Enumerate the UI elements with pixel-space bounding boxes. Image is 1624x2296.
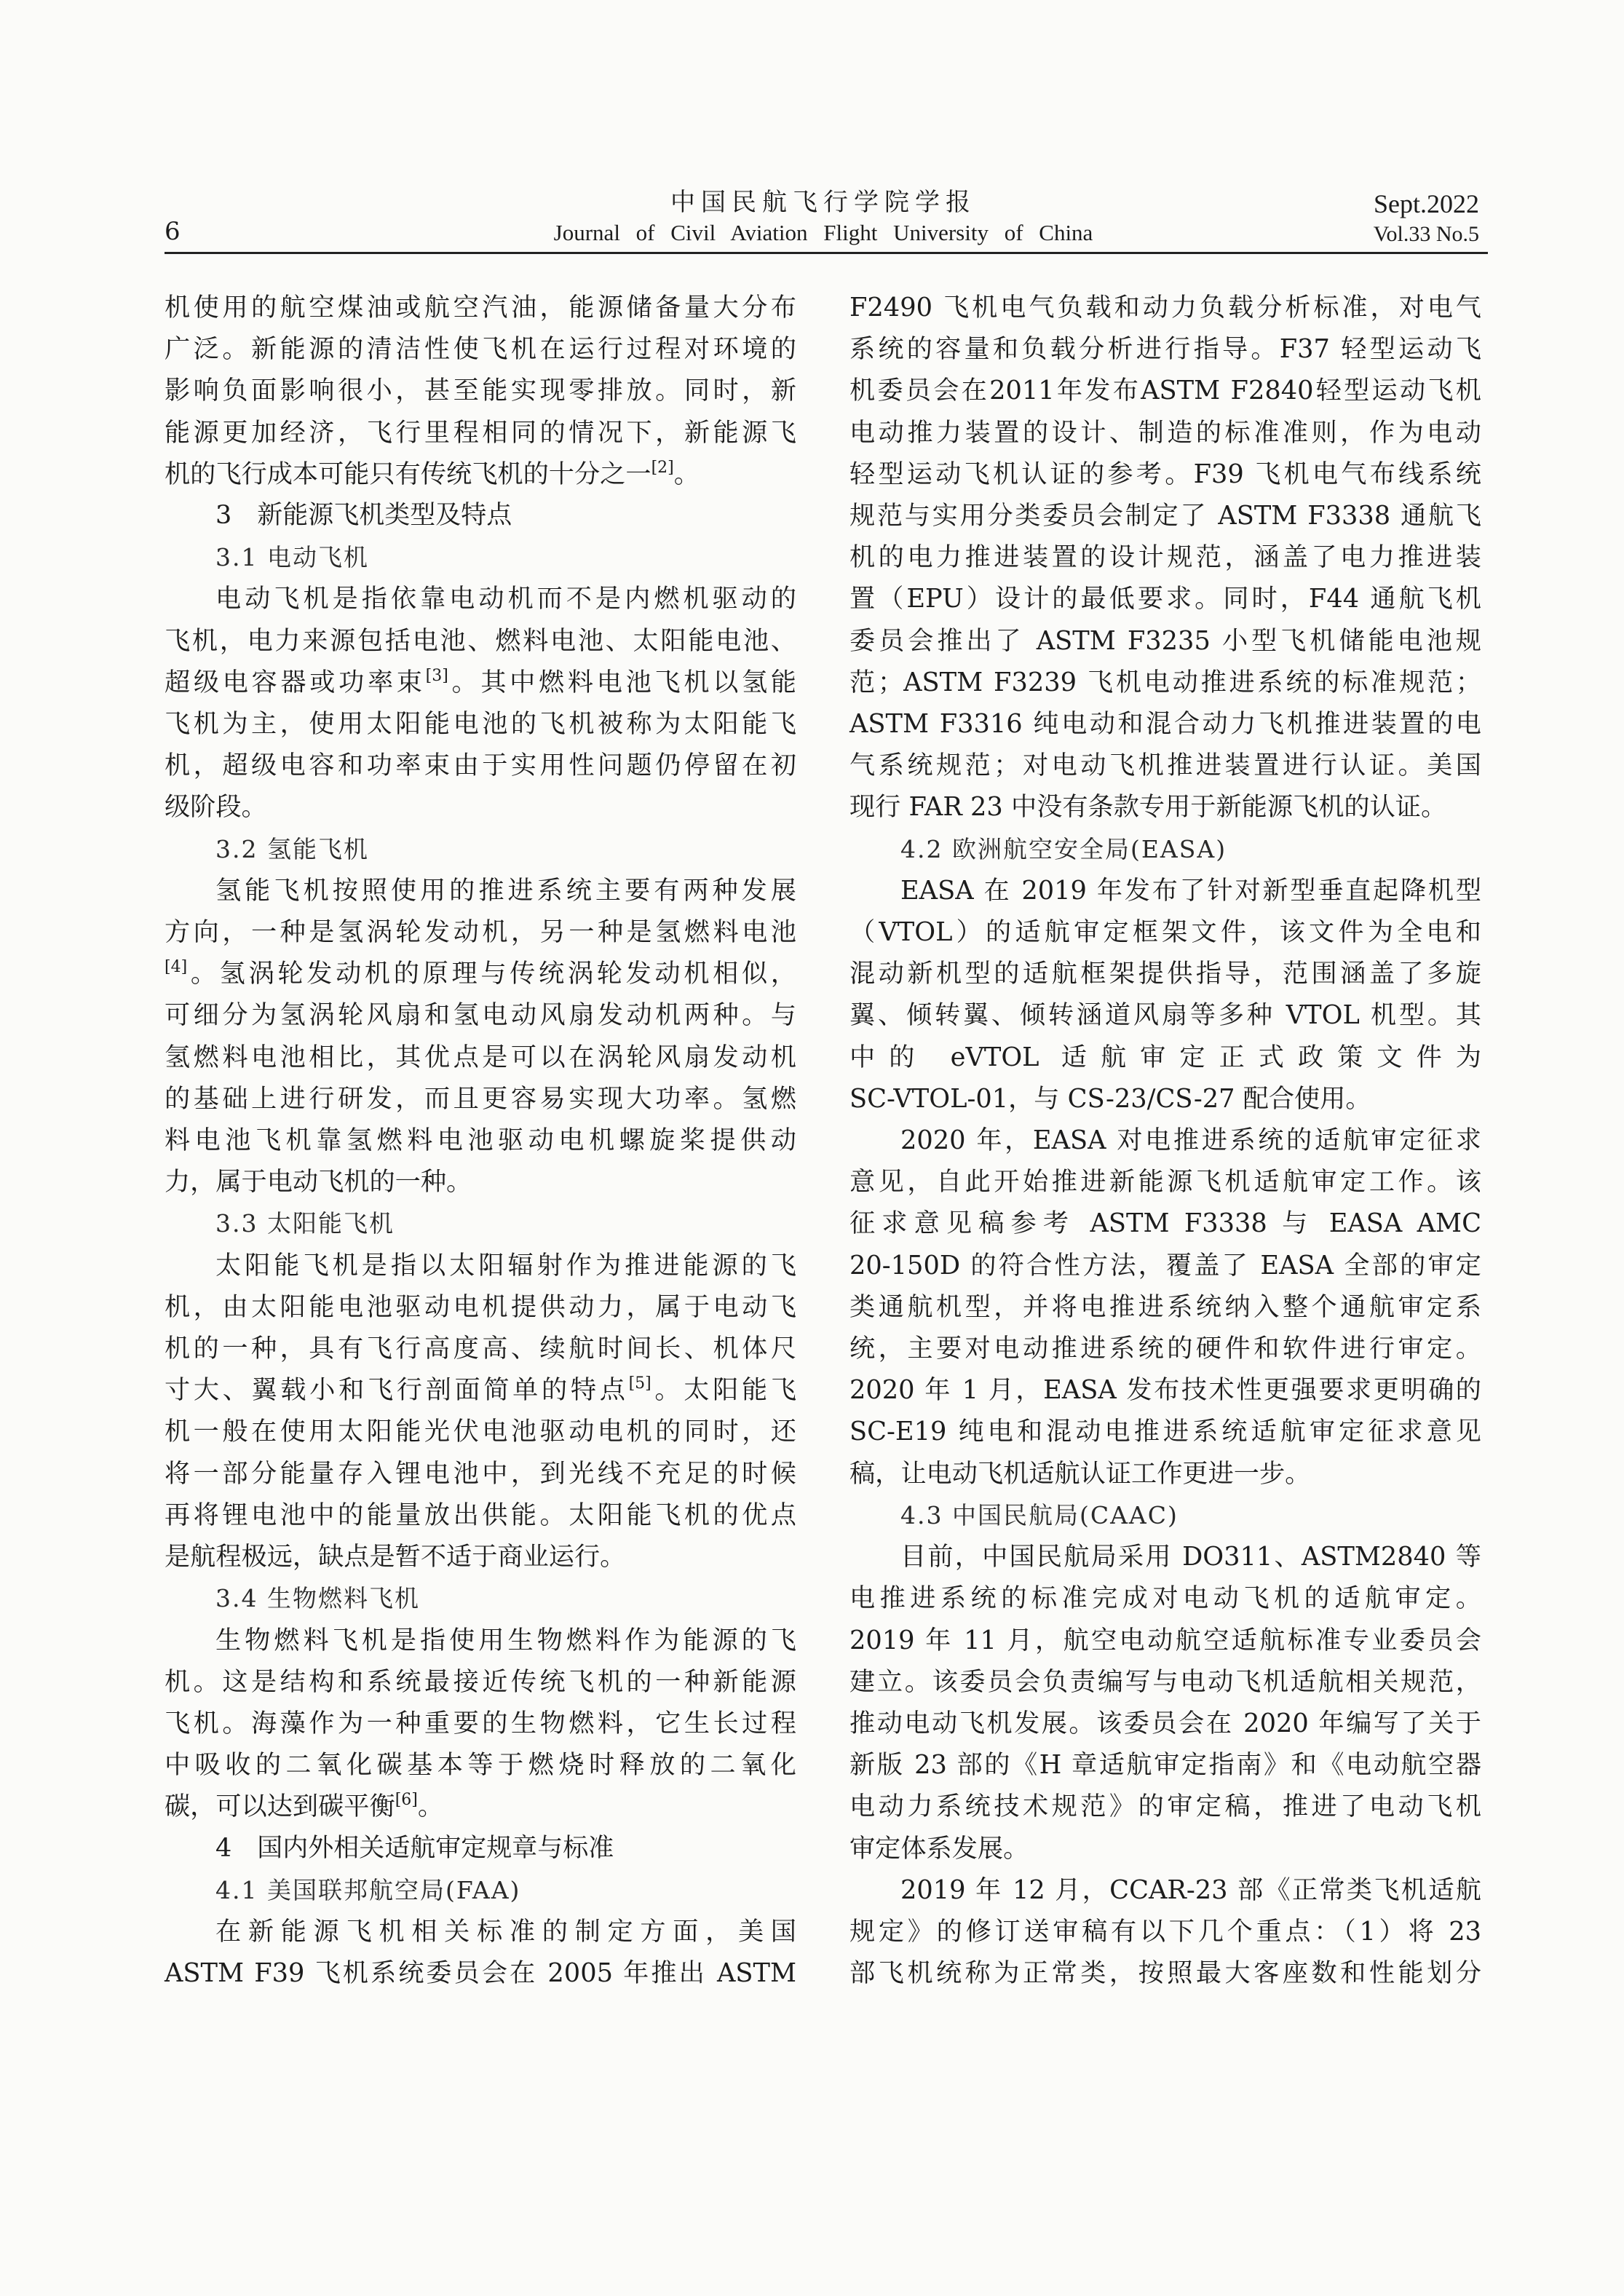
text-line: 中吸收的二氧化碳基本等于燃烧时释放的二氧化	[165, 1750, 796, 1781]
subsection-heading-3-1: 3.1 电动飞机	[215, 543, 369, 572]
text-line: 飞机为主，使用太阳能电池的飞机被称为太阳能飞	[165, 709, 796, 740]
issue-date: Sept.2022	[1373, 189, 1479, 218]
text-fragment: 。其中燃料电池飞机以氢能	[448, 667, 796, 697]
volume-number: Vol.33 No.5	[1373, 222, 1479, 246]
text-line: 类通航机型，并将电推进系统纳入整个通航审定系	[849, 1291, 1481, 1322]
text-line: 机委员会在2011年发布ASTM F2840轻型运动飞机	[849, 376, 1481, 406]
text-line: 建立。该委员会负责编写与电动飞机适航相关规范，	[849, 1666, 1481, 1697]
paragraph-caac-cont	[849, 1577, 1481, 1827]
text-line: 机，由太阳能电池驱动电机提供动力，属于电动飞	[165, 1291, 796, 1322]
text-line: 现行 FAR 23 中没有条款专用于新能源飞机的认证。	[849, 792, 1447, 823]
text-line: 部飞机统称为正常类，按照最大客座数和性能划分	[849, 1958, 1481, 1989]
text-line: 再将锂电池中的能量放出供能。太阳能飞机的优点	[165, 1500, 796, 1530]
text-line: 在新能源飞机相关标准的制定方面，美国	[215, 1916, 796, 1947]
paragraph-caac-end	[849, 1828, 1481, 1869]
text-line: 目前，中国民航局采用 DO311、ASTM2840 等	[900, 1542, 1481, 1572]
paragraph-intro-last-line	[165, 454, 796, 495]
text-line: （VTOL）的适航审定框架文件，该文件为全电和	[849, 917, 1481, 948]
text-line: 混动新机型的适航框架提供指导，范围涵盖了多旋	[849, 959, 1481, 989]
text-line: 电动力系统技术规范》的审定稿，推进了电动飞机	[849, 1792, 1481, 1822]
text-line: 电动飞机是指依靠电动机而不是内燃机驱动的	[215, 584, 796, 614]
text-fragment: 。	[417, 1792, 444, 1822]
paragraph-hydrogen-aircraft	[165, 870, 796, 911]
paragraph-electric-aircraft-end	[165, 786, 796, 828]
paragraph-faa-end	[849, 786, 1481, 828]
paragraph-intro-continued	[165, 287, 796, 454]
text-line: 翼、倾转翼、倾转涵道风扇等多种 VTOL 机型。其	[849, 1000, 1481, 1031]
text-line: 新版 23 部的《H 章适航审定指南》和《电动航空器	[849, 1750, 1481, 1781]
text-line: 级阶段。	[165, 792, 267, 823]
text-line: 推动电动飞机发展。该委员会在 2020 年编写了关于	[849, 1708, 1481, 1738]
paragraph-easa-2020-end	[849, 1453, 1481, 1495]
paragraph-easa-framework	[849, 870, 1481, 911]
header-divider	[165, 252, 1488, 254]
text-line: 的基础上进行研发，而且更容易实现大功率。氢燃	[165, 1083, 796, 1114]
paragraph-biofuel-aircraft-cont	[165, 1661, 796, 1786]
running-header	[165, 188, 1482, 249]
paragraph-solar-aircraft-end	[165, 1536, 796, 1577]
paragraph-faa-cont	[165, 1952, 796, 1994]
text-fragment: 寸大、翼载小和飞行剖面简单的特点	[165, 1375, 629, 1406]
paragraph-easa-framework-cont	[849, 911, 1481, 1078]
text-line: 机一般在使用太阳能光伏电池驱动电机的同时，还	[165, 1417, 796, 1447]
text-line: ASTM F39 飞机系统委员会在 2005 年推出 ASTM	[165, 1958, 796, 1989]
text-line: 2019 年 12 月，CCAR-23 部《正常类飞机适航	[900, 1875, 1481, 1905]
paragraph-caac	[849, 1536, 1481, 1577]
paragraph-hydrogen-aircraft-cont	[165, 911, 796, 1161]
text-line: 20-150D 的符合性方法，覆盖了 EASA 全部的审定	[849, 1250, 1481, 1280]
text-line: 系统的容量和负载分析进行指导。F37 轻型运动飞	[849, 334, 1481, 365]
text-line: 是航程极远，缺点是暂不适于商业运行。	[165, 1542, 626, 1572]
text-line	[165, 1369, 796, 1411]
text-line: 机的电力推进装置的设计规范，涵盖了电力推进装	[849, 542, 1481, 573]
text-line: 2020 年，EASA 对电推进系统的适航审定征求	[900, 1125, 1481, 1156]
text-line: 可细分为氢涡轮风扇和氢电动风扇发动机两种。与	[165, 1000, 796, 1031]
text-line: 料电池飞机靠氢燃料电池驱动电机螺旋桨提供动	[165, 1125, 796, 1156]
paragraph-easa-2020-cont	[849, 1161, 1481, 1452]
paragraph-faa	[165, 1911, 796, 1952]
text-line: 范；ASTM F3239 飞机电动推进系统的标准规范；	[849, 667, 1481, 697]
text-fragment: 超级电容器或功率束	[165, 667, 426, 697]
paragraph-ccar-23-cont	[849, 1911, 1481, 1994]
text-line: 规定》的修订送审稿有以下几个重点：（1）将 23	[849, 1916, 1481, 1947]
text-line: ASTM F3316 纯电动和混合动力飞机推进装置的电	[849, 709, 1481, 740]
text-line: 2019 年 11 月，航空电动航空适航标准专业委员会	[849, 1625, 1481, 1655]
citation-ref: [2]	[651, 458, 674, 477]
text-line: SC-VTOL-01，与 CS-23/CS-27 配合使用。	[849, 1083, 1371, 1114]
text-line	[165, 953, 796, 994]
text-line: 机的飞行成本可能只有传统飞机的十分之一	[165, 459, 651, 489]
text-line: EASA 在 2019 年发布了针对新型垂直起降机型	[900, 875, 1481, 906]
text-line: 飞机，电力来源包括电池、燃料电池、太阳能电池、	[165, 625, 796, 656]
text-line: 轻型运动飞机认证的参考。F39 飞机电气布线系统	[849, 459, 1481, 489]
text-line: 影响负面影响很小，甚至能实现零排放。同时，新	[165, 376, 796, 406]
text-line: 机。这是结构和系统最接近传统飞机的一种新能源	[165, 1666, 796, 1697]
text-fragment: 。氢涡轮发动机的原理与传统涡轮发动机相似，	[187, 959, 796, 989]
text-line	[165, 662, 796, 703]
text-line: 氢能飞机按照使用的推进系统主要有两种发展	[215, 875, 796, 906]
text-line: 置（EPU）设计的最低要求。同时，F44 通航飞机	[849, 584, 1481, 614]
text-fragment: 。太阳能飞	[651, 1375, 797, 1406]
subsection-heading-3-4: 3.4 生物燃料飞机	[215, 1584, 420, 1613]
text-line: 将一部分能量存入锂电池中，到光线不充足的时候	[165, 1458, 796, 1489]
text-line: 统，主要对电动推进系统的硬件和软件进行审定。	[849, 1334, 1481, 1364]
text-line: 广泛。新能源的清洁性使飞机在运行过程对环境的	[165, 334, 796, 365]
text-line: 气系统规范；对电动飞机推进装置进行认证。美国	[849, 751, 1481, 781]
journal-title-chinese: 中国民航飞行学院学报	[670, 188, 976, 217]
text-line: 碳，可以达到碳平衡	[165, 1792, 395, 1822]
text-line: 机的一种，具有飞行高度高、续航时间长、机体尺	[165, 1334, 796, 1364]
text-line: 机使用的航空煤油或航空汽油，能源储备量大分布	[165, 293, 796, 322]
text-line: 力，属于电动飞机的一种。	[165, 1167, 472, 1198]
text-line: 电动推力装置的设计、制造的标准准则，作为电动	[849, 417, 1481, 448]
paragraph-easa-2020	[849, 1120, 1481, 1161]
paragraph-solar-aircraft	[165, 1245, 796, 1286]
subsection-heading-4-2: 4.2 欧洲航空安全局(EASA)	[900, 834, 1227, 863]
text-line: 意见，自此开始推进新能源飞机适航审定工作。该	[849, 1167, 1481, 1198]
text-line: 中的 eVTOL 适航审定正式政策文件为	[849, 1042, 1481, 1072]
paragraph-biofuel-aircraft	[165, 1620, 796, 1661]
text-line: 太阳能飞机是指以太阳辐射作为推进能源的飞	[215, 1250, 796, 1280]
text-line: 方向，一种是氢涡轮发动机，另一种是氢燃料电池	[165, 917, 796, 948]
text-line: 征求意见稿参考 ASTM F3338 与 EASA AMC	[849, 1208, 1481, 1239]
text-line: F2490 飞机电气负载和动力负载分析标准，对电气	[849, 293, 1481, 322]
paragraph-solar-aircraft-cont	[165, 1286, 796, 1536]
text-line: 飞机。海藻作为一种重要的生物燃料，它生长过程	[165, 1708, 796, 1738]
text-line: 氢燃料电池相比，其优点是可以在涡轮风扇发动机	[165, 1042, 796, 1072]
page-number: 6	[165, 217, 181, 246]
text-line: 稿，让电动飞机适航认证工作更进一步。	[849, 1458, 1311, 1489]
section-heading-4: 4 国内外相关适航审定规章与标准	[215, 1833, 614, 1863]
citation-ref: [4]	[165, 958, 188, 977]
text-line: 机，超级电容和功率束由于实用性问题仍停留在初	[165, 751, 796, 781]
text-line: 2020 年 1 月，EASA 发布技术性更强要求更明确的	[849, 1375, 1481, 1406]
paragraph-electric-aircraft-cont	[165, 620, 796, 787]
journal-title-english: Journal of Civil Aviation Flight University of China	[553, 220, 1093, 245]
paragraph-ccar-23	[849, 1869, 1481, 1911]
paragraph-easa-framework-end	[849, 1078, 1481, 1120]
citation-ref: [3]	[425, 666, 448, 685]
text-line: 规范与实用分类委员会制定了 ASTM F3338 通航飞	[849, 501, 1481, 531]
subsection-heading-4-1: 4.1 美国联邦航空局(FAA)	[215, 1875, 521, 1904]
text-line: 审定体系发展。	[849, 1833, 1029, 1864]
text-line: 电推进系统的标准完成对电动飞机的适航审定。	[849, 1583, 1481, 1614]
text-line: 生物燃料飞机是指使用生物燃料作为能源的飞	[215, 1625, 796, 1655]
text-line: 委员会推出了 ASTM F3235 小型飞机储能电池规	[849, 625, 1481, 656]
paragraph-electric-aircraft	[165, 578, 796, 619]
subsection-heading-3-3: 3.3 太阳能飞机	[215, 1209, 395, 1238]
paragraph-hydrogen-aircraft-end	[165, 1161, 796, 1203]
citation-ref: [6]	[395, 1791, 418, 1810]
section-heading-3: 3 新能源飞机类型及特点	[215, 501, 512, 531]
paragraph-biofuel-aircraft-end	[165, 1786, 796, 1827]
citation-ref: [5]	[628, 1374, 651, 1393]
right-column	[849, 287, 1481, 1994]
subsection-heading-3-2: 3.2 氢能飞机	[215, 834, 369, 863]
subsection-heading-4-3: 4.3 中国民航局(CAAC)	[900, 1500, 1179, 1529]
text-line: 能源更加经济，飞行里程相同的情况下，新能源飞	[165, 417, 796, 448]
paragraph-faa-continued	[849, 287, 1481, 786]
left-column	[165, 287, 796, 1994]
text-line: SC-E19 纯电和混动电推进系统适航审定征求意见	[849, 1417, 1481, 1447]
text-line: 。	[673, 459, 700, 489]
